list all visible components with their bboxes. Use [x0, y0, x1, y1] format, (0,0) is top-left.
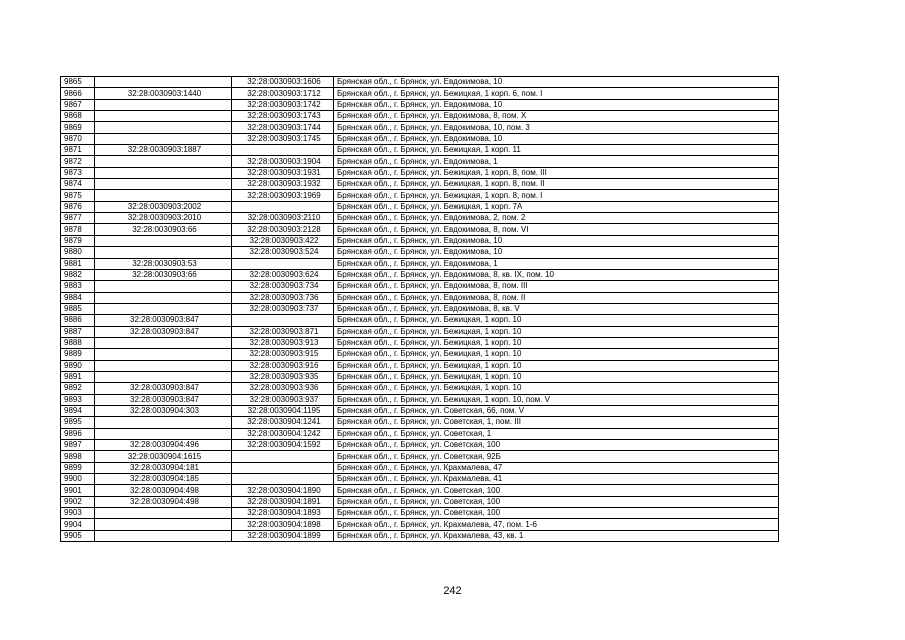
- table-row: [61, 224, 779, 235]
- address-cell: Брянская обл., г. Брянск, ул. Советская, 1, пом. III: [334, 417, 779, 428]
- parent-cadastral-number-cell: [95, 428, 232, 439]
- table-row: [61, 235, 779, 246]
- cadastral-number-cell: 32:28:0030903:1931: [232, 167, 334, 178]
- row-number-cell: 9905: [61, 530, 95, 541]
- parent-cadastral-number-cell: [95, 349, 232, 360]
- table-row: [61, 179, 779, 190]
- address-cell: Брянская обл., г. Брянск, ул. Бежицкая, 1 корп. 10: [334, 337, 779, 348]
- address-cell: Брянская обл., г. Брянск, ул. Евдокимова, 10: [334, 235, 779, 246]
- row-number-cell: 9874: [61, 179, 95, 190]
- row-number-cell: 9896: [61, 428, 95, 439]
- cadastral-number-cell: 32:28:0030903:736: [232, 292, 334, 303]
- row-number-cell: 9901: [61, 485, 95, 496]
- cadastral-number-cell: [232, 258, 334, 269]
- cadastral-number-cell: 32:28:0030903:1745: [232, 133, 334, 144]
- address-cell: Брянская обл., г. Брянск, ул. Евдокимова, 1: [334, 156, 779, 167]
- table-row: [61, 122, 779, 133]
- address-cell: Брянская обл., г. Брянск, ул. Евдокимова, 1: [334, 258, 779, 269]
- cadastral-number-cell: 32:28:0030903:624: [232, 269, 334, 280]
- parent-cadastral-number-cell: [95, 247, 232, 258]
- cadastral-number-cell: 32:28:0030904:1899: [232, 530, 334, 541]
- table-row: [61, 417, 779, 428]
- parent-cadastral-number-cell: 32:28:0030904:185: [95, 474, 232, 485]
- row-number-cell: 9883: [61, 281, 95, 292]
- address-cell: Брянская обл., г. Брянск, ул. Бежицкая, 1 корп. 8, пом. II: [334, 179, 779, 190]
- row-number-cell: 9897: [61, 440, 95, 451]
- address-cell: Брянская обл., г. Брянск, ул. Евдокимова, 10: [334, 77, 779, 88]
- parent-cadastral-number-cell: [95, 77, 232, 88]
- parent-cadastral-number-cell: [95, 360, 232, 371]
- table-row: [61, 156, 779, 167]
- address-cell: Брянская обл., г. Брянск, ул. Евдокимова, 10: [334, 133, 779, 144]
- table-row: [61, 337, 779, 348]
- row-number-cell: 9894: [61, 405, 95, 416]
- parent-cadastral-number-cell: [95, 508, 232, 519]
- table-row: [61, 349, 779, 360]
- cadastral-number-cell: 32:28:0030903:2110: [232, 213, 334, 224]
- parent-cadastral-number-cell: [95, 371, 232, 382]
- address-cell: Брянская обл., г. Брянск, ул. Крахмалева, 47: [334, 462, 779, 473]
- address-cell: Брянская обл., г. Брянск, ул. Бежицкая, 1 корп. 6, пом. I: [334, 88, 779, 99]
- cadastral-number-cell: 32:28:0030904:1893: [232, 508, 334, 519]
- address-cell: Брянская обл., г. Брянск, ул. Евдокимова, 8, пом. VI: [334, 224, 779, 235]
- cadastral-number-cell: 32:28:0030903:1742: [232, 99, 334, 110]
- cadastral-number-cell: 32:28:0030903:937: [232, 394, 334, 405]
- row-number-cell: 9903: [61, 508, 95, 519]
- table-row: [61, 190, 779, 201]
- table-row: [61, 451, 779, 462]
- address-cell: Брянская обл., г. Брянск, ул. Бежицкая, 1 корп. 7А: [334, 201, 779, 212]
- row-number-cell: 9898: [61, 451, 95, 462]
- parent-cadastral-number-cell: [95, 122, 232, 133]
- row-number-cell: 9876: [61, 201, 95, 212]
- row-number-cell: 9877: [61, 213, 95, 224]
- address-cell: Брянская обл., г. Брянск, ул. Советская, 92Б: [334, 451, 779, 462]
- parent-cadastral-number-cell: 32:28:0030903:847: [95, 315, 232, 326]
- address-cell: Брянская обл., г. Брянск, ул. Бежицкая, 1 корп. 10, пом. V: [334, 394, 779, 405]
- parent-cadastral-number-cell: [95, 530, 232, 541]
- cadastral-number-cell: 32:28:0030903:1743: [232, 111, 334, 122]
- address-cell: Брянская обл., г. Брянск, ул. Евдокимова, 10, пом. 3: [334, 122, 779, 133]
- address-cell: Брянская обл., г. Брянск, ул. Евдокимова, 8, пом. X: [334, 111, 779, 122]
- cadastral-number-cell: 32:28:0030903:915: [232, 349, 334, 360]
- table-row: [61, 360, 779, 371]
- address-cell: Брянская обл., г. Брянск, ул. Крахмалева, 43, кв. 1: [334, 530, 779, 541]
- page-number: 242: [443, 585, 462, 597]
- address-cell: Брянская обл., г. Брянск, ул. Бежицкая, 1 корп. 10: [334, 371, 779, 382]
- row-number-cell: 9879: [61, 235, 95, 246]
- parent-cadastral-number-cell: 32:28:0030903:847: [95, 383, 232, 394]
- row-number-cell: 9888: [61, 337, 95, 348]
- table-row: [61, 201, 779, 212]
- parent-cadastral-number-cell: [95, 156, 232, 167]
- parent-cadastral-number-cell: 32:28:0030903:1887: [95, 145, 232, 156]
- row-number-cell: 9904: [61, 519, 95, 530]
- address-cell: Брянская обл., г. Брянск, ул. Советская, 1: [334, 428, 779, 439]
- cadastral-number-cell: 32:28:0030903:913: [232, 337, 334, 348]
- table-row: [61, 88, 779, 99]
- row-number-cell: 9891: [61, 371, 95, 382]
- table-row: [61, 474, 779, 485]
- cadastral-number-cell: 32:28:0030904:1592: [232, 440, 334, 451]
- cadastral-number-cell: 32:28:0030903:1969: [232, 190, 334, 201]
- address-cell: Брянская обл., г. Брянск, ул. Бежицкая, 1 корп. 8, пом. III: [334, 167, 779, 178]
- table-row: [61, 462, 779, 473]
- cadastral-number-cell: 32:28:0030904:1890: [232, 485, 334, 496]
- row-number-cell: 9875: [61, 190, 95, 201]
- address-cell: Брянская обл., г. Брянск, ул. Бежицкая, 1 корп. 10: [334, 315, 779, 326]
- parent-cadastral-number-cell: [95, 111, 232, 122]
- address-cell: Брянская обл., г. Брянск, ул. Евдокимова, 8, пом. II: [334, 292, 779, 303]
- address-cell: Брянская обл., г. Брянск, ул. Советская, 100: [334, 440, 779, 451]
- address-cell: Брянская обл., г. Брянск, ул. Бежицкая, 1 корп. 10: [334, 383, 779, 394]
- table-row: [61, 326, 779, 337]
- parent-cadastral-number-cell: 32:28:0030903:66: [95, 269, 232, 280]
- row-number-cell: 9895: [61, 417, 95, 428]
- address-cell: Брянская обл., г. Брянск, ул. Советская, 100: [334, 496, 779, 507]
- table-row: [61, 508, 779, 519]
- address-cell: Брянская обл., г. Брянск, ул. Советская, 100: [334, 485, 779, 496]
- address-cell: Брянская обл., г. Брянск, ул. Советская, 66, пом. V: [334, 405, 779, 416]
- row-number-cell: 9889: [61, 349, 95, 360]
- parent-cadastral-number-cell: 32:28:0030903:53: [95, 258, 232, 269]
- table-row: [61, 394, 779, 405]
- parent-cadastral-number-cell: [95, 235, 232, 246]
- table-row: [61, 77, 779, 88]
- row-number-cell: 9868: [61, 111, 95, 122]
- cadastral-number-cell: 32:28:0030903:1744: [232, 122, 334, 133]
- cadastral-number-cell: 32:28:0030903:916: [232, 360, 334, 371]
- row-number-cell: 9882: [61, 269, 95, 280]
- cadastral-number-cell: 32:28:0030903:871: [232, 326, 334, 337]
- address-cell: Брянская обл., г. Брянск, ул. Бежицкая, 1 корп. 10: [334, 360, 779, 371]
- parent-cadastral-number-cell: 32:28:0030903:847: [95, 326, 232, 337]
- cadastral-number-cell: [232, 474, 334, 485]
- registry-table: [60, 76, 779, 542]
- address-cell: Брянская обл., г. Брянск, ул. Советская, 100: [334, 508, 779, 519]
- cadastral-number-cell: 32:28:0030903:936: [232, 383, 334, 394]
- cadastral-number-cell: 32:28:0030903:524: [232, 247, 334, 258]
- address-cell: Брянская обл., г. Брянск, ул. Крахмалева, 41: [334, 474, 779, 485]
- parent-cadastral-number-cell: 32:28:0030903:66: [95, 224, 232, 235]
- cadastral-number-cell: 32:28:0030904:1898: [232, 519, 334, 530]
- table-row: [61, 213, 779, 224]
- address-cell: Брянская обл., г. Брянск, ул. Евдокимова, 8, кв. IX, пом. 10: [334, 269, 779, 280]
- parent-cadastral-number-cell: [95, 303, 232, 314]
- table-row: [61, 133, 779, 144]
- table-row: [61, 247, 779, 258]
- cadastral-number-cell: 32:28:0030903:2128: [232, 224, 334, 235]
- table-row: [61, 519, 779, 530]
- cadastral-number-cell: [232, 462, 334, 473]
- parent-cadastral-number-cell: [95, 417, 232, 428]
- parent-cadastral-number-cell: [95, 133, 232, 144]
- row-number-cell: 9887: [61, 326, 95, 337]
- cadastral-number-cell: 32:28:0030903:1932: [232, 179, 334, 190]
- registry-table-body: [61, 77, 779, 542]
- address-cell: Брянская обл., г. Брянск, ул. Евдокимова, 8, пом. III: [334, 281, 779, 292]
- address-cell: Брянская обл., г. Брянск, ул. Евдокимова, 10: [334, 99, 779, 110]
- cadastral-number-cell: 32:28:0030903:1712: [232, 88, 334, 99]
- row-number-cell: 9881: [61, 258, 95, 269]
- cadastral-number-cell: 32:28:0030904:1242: [232, 428, 334, 439]
- parent-cadastral-number-cell: [95, 179, 232, 190]
- table-row: [61, 371, 779, 382]
- cadastral-number-cell: 32:28:0030904:1891: [232, 496, 334, 507]
- row-number-cell: 9899: [61, 462, 95, 473]
- parent-cadastral-number-cell: 32:28:0030904:498: [95, 485, 232, 496]
- cadastral-number-cell: 32:28:0030903:1904: [232, 156, 334, 167]
- parent-cadastral-number-cell: 32:28:0030903:1440: [95, 88, 232, 99]
- row-number-cell: 9871: [61, 145, 95, 156]
- parent-cadastral-number-cell: [95, 167, 232, 178]
- table-row: [61, 167, 779, 178]
- row-number-cell: 9892: [61, 383, 95, 394]
- parent-cadastral-number-cell: 32:28:0030903:847: [95, 394, 232, 405]
- table-row: [61, 383, 779, 394]
- parent-cadastral-number-cell: [95, 292, 232, 303]
- cadastral-number-cell: 32:28:0030903:734: [232, 281, 334, 292]
- table-row: [61, 99, 779, 110]
- parent-cadastral-number-cell: [95, 99, 232, 110]
- row-number-cell: 9869: [61, 122, 95, 133]
- row-number-cell: 9873: [61, 167, 95, 178]
- table-row: [61, 145, 779, 156]
- parent-cadastral-number-cell: 32:28:0030903:2002: [95, 201, 232, 212]
- row-number-cell: 9878: [61, 224, 95, 235]
- row-number-cell: 9865: [61, 77, 95, 88]
- cadastral-number-cell: 32:28:0030904:1241: [232, 417, 334, 428]
- table-row: [61, 258, 779, 269]
- row-number-cell: 9866: [61, 88, 95, 99]
- table-row: [61, 496, 779, 507]
- parent-cadastral-number-cell: 32:28:0030904:303: [95, 405, 232, 416]
- parent-cadastral-number-cell: 32:28:0030904:181: [95, 462, 232, 473]
- row-number-cell: 9872: [61, 156, 95, 167]
- cadastral-number-cell: 32:28:0030903:935: [232, 371, 334, 382]
- row-number-cell: 9885: [61, 303, 95, 314]
- table-row: [61, 530, 779, 541]
- parent-cadastral-number-cell: 32:28:0030904:498: [95, 496, 232, 507]
- address-cell: Брянская обл., г. Брянск, ул. Бежицкая, 1 корп. 10: [334, 349, 779, 360]
- table-row: [61, 281, 779, 292]
- address-cell: Брянская обл., г. Брянск, ул. Крахмалева, 47, пом. 1-6: [334, 519, 779, 530]
- table-row: [61, 405, 779, 416]
- parent-cadastral-number-cell: [95, 519, 232, 530]
- cadastral-number-cell: [232, 201, 334, 212]
- row-number-cell: 9902: [61, 496, 95, 507]
- row-number-cell: 9893: [61, 394, 95, 405]
- table-row: [61, 111, 779, 122]
- table-row: [61, 440, 779, 451]
- address-cell: Брянская обл., г. Брянск, ул. Бежицкая, 1 корп. 10: [334, 326, 779, 337]
- parent-cadastral-number-cell: [95, 190, 232, 201]
- address-cell: Брянская обл., г. Брянск, ул. Бежицкая, 1 корп. 8, пом. I: [334, 190, 779, 201]
- row-number-cell: 9900: [61, 474, 95, 485]
- parent-cadastral-number-cell: 32:28:0030903:2010: [95, 213, 232, 224]
- row-number-cell: 9886: [61, 315, 95, 326]
- row-number-cell: 9880: [61, 247, 95, 258]
- cadastral-number-cell: 32:28:0030904:1195: [232, 405, 334, 416]
- cadastral-number-cell: 32:28:0030903:422: [232, 235, 334, 246]
- cadastral-number-cell: 32:28:0030903:737: [232, 303, 334, 314]
- row-number-cell: 9890: [61, 360, 95, 371]
- table-row: [61, 269, 779, 280]
- parent-cadastral-number-cell: [95, 281, 232, 292]
- parent-cadastral-number-cell: [95, 337, 232, 348]
- address-cell: Брянская обл., г. Брянск, ул. Евдокимова, 8, кв. V: [334, 303, 779, 314]
- cadastral-number-cell: [232, 145, 334, 156]
- address-cell: Брянская обл., г. Брянск, ул. Бежицкая, 1 корп. 11: [334, 145, 779, 156]
- cadastral-number-cell: [232, 315, 334, 326]
- table-row: [61, 303, 779, 314]
- address-cell: Брянская обл., г. Брянск, ул. Евдокимова, 10: [334, 247, 779, 258]
- cadastral-number-cell: 32:28:0030903:1606: [232, 77, 334, 88]
- row-number-cell: 9884: [61, 292, 95, 303]
- cadastral-number-cell: [232, 451, 334, 462]
- table-row: [61, 485, 779, 496]
- address-cell: Брянская обл., г. Брянск, ул. Евдокимова, 2, пом. 2: [334, 213, 779, 224]
- parent-cadastral-number-cell: 32:28:0030904:1615: [95, 451, 232, 462]
- table-row: [61, 428, 779, 439]
- table-row: [61, 292, 779, 303]
- table-row: [61, 315, 779, 326]
- row-number-cell: 9867: [61, 99, 95, 110]
- row-number-cell: 9870: [61, 133, 95, 144]
- parent-cadastral-number-cell: 32:28:0030904:496: [95, 440, 232, 451]
